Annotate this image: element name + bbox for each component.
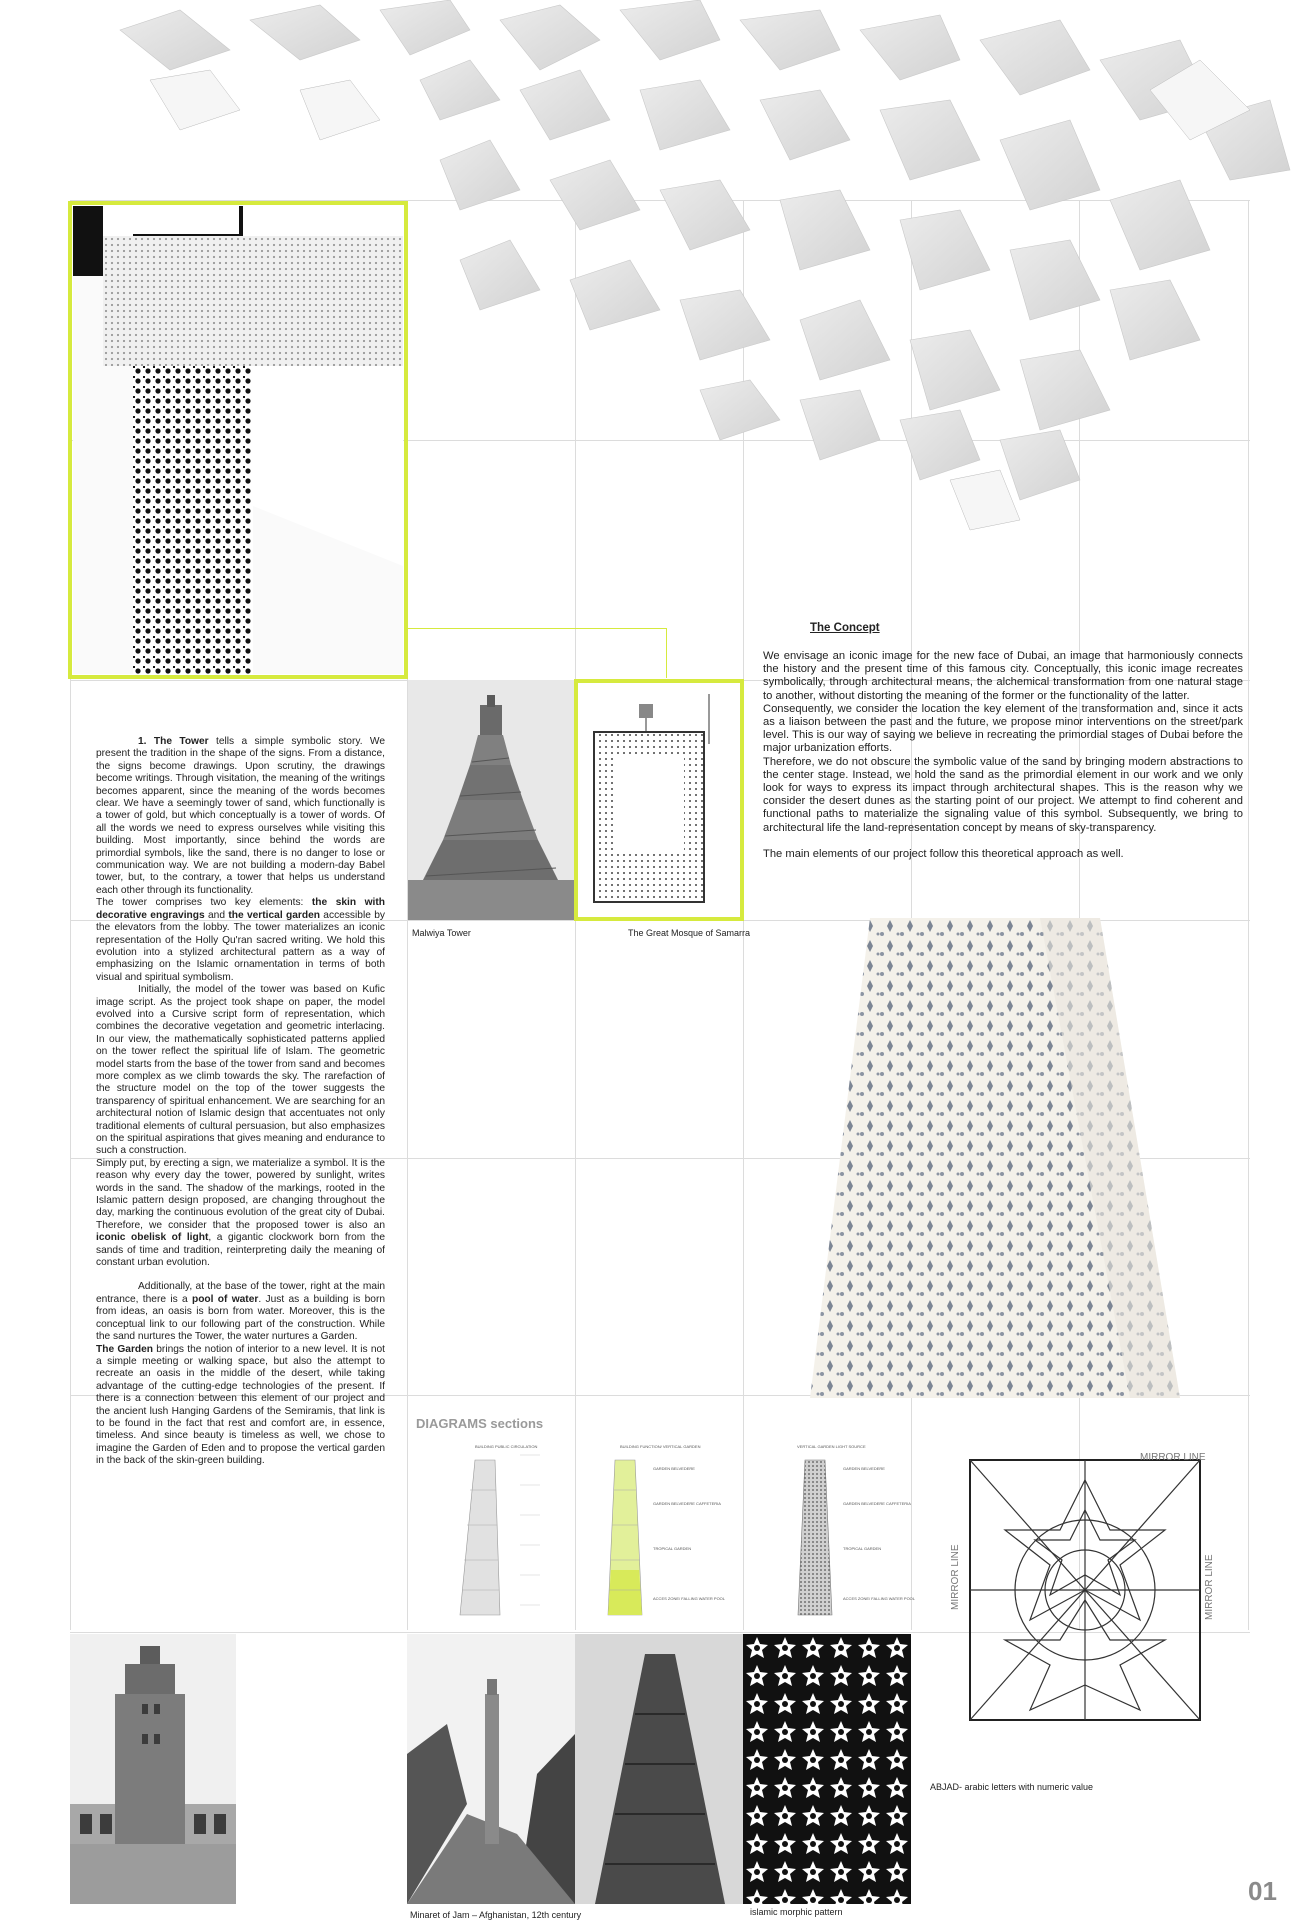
concept-title: The Concept [810, 622, 880, 634]
tower-detail-render [73, 206, 403, 674]
tower-heading: 1. The Tower [138, 736, 209, 747]
diagram-label: TROPICAL GARDEN [653, 1546, 692, 1551]
diagram-light-source [755, 1440, 915, 1630]
concept-paragraph: Therefore, we do not obscure the symbolic value of the sand by bringing modern abstractions to the center stage. Instead, we hold the sand as the primordial element in our work and we only look for ways to express its impact through architectural shapes. This is the reason why we consider the desert dunes as the starting point of our project. We attempt to find coherent and functional paths to materialize the signaling value of this symbol. Subsequently, we bring to architectural life the land-representation concept by means of sky-transparency. [763, 755, 1243, 834]
mosque-caption: The Great Mosque of Samarra [628, 928, 751, 938]
tower-paragraph: Additionally, at the base of the tower, right at the main entrance, there is a [96, 1281, 385, 1305]
diagram-label: GARDEN BELVEDERE [653, 1466, 695, 1471]
tower-paragraph: accessible by the elevators from the lobby. The tower materializes an iconic representation of the Holly Qu'ran sacred writing. We hold this evolution into a stylized architectural pattern as a way of emphasizing on the Islamic ornamentation in terms of both visual and spiritual symbolism. [96, 909, 385, 983]
connector-line [666, 628, 667, 678]
tower-paragraph: , a gigantic clockwork born from the sands of time and tradition, reinterpreting daily the meaning of constant urban evolution. [96, 1232, 385, 1269]
tower-paragraph: brings the notion of interior to a new level. It is not a simple meeting or walking space, but also the attempt to recreate an oasis in the middle of the desert, while taking advantage of the cutting-edge technologies of the present. If there is a connection between this element of our project and the ancient lush Hanging Gardens of the Semiramis, that link is to be found in the fact that rest and comfort are, in essence, timeless. And since beauty is timeless as well, we chose to imagine the Garden of Eden and to propose the vertical garden in the back of the skin-green building. [96, 1343, 386, 1467]
tower-bold-text: The Garden [96, 1343, 154, 1355]
diagram-label: TROPICAL GARDEN [843, 1546, 882, 1551]
diagram-title: BUILDING FUNCTION/ VERTICAL GARDEN [620, 1444, 701, 1449]
concept-paragraph: Consequently, we consider the location the key element of the transformation and, since it acts as a liaison between the past and the future, we propose minor interventions on the street/park level. This is our way of saying we believe in recreating the primordial stages of Dubai before the major urbanization efforts. [763, 702, 1243, 755]
malwiya-caption: Malwiya Tower [412, 928, 471, 938]
tower-bold-text: pool of water [191, 1293, 259, 1305]
tower-paragraph: tells a simple symbolic story. We present the tradition in the shape of the signs. From a distance, the signs become drawings. Upon scrutiny, the drawings become writings. Through visitation, the meaning of the writings becomes apparent, since the meaning of the words becomes clear. We have a seemingly tower of sand, which functionally is a tower of gold, but which conceptually is a tower of words. Of all the words we need to express ourselves while visiting this building. Most importantly, since behind the words are primordial symbols, like the sand, there is no danger to lose or communication way. We are not building a modern-day Babel tower, but, to the contrary, a tower that helps us understand each other through its functionality. [96, 736, 386, 896]
jam-caption: Minaret of Jam – Afghanistan, 12th century [410, 1910, 582, 1920]
diagram-label: ACCES ZONE/ FALLING WATER POOL [843, 1596, 915, 1601]
tower-paragraph: . Just as a building is born from ideas, an oasis is born from water. Moreover, this is the conceptual link to our following part of the construction. While the sand nurtures the Tower, the water nurtures a Garden. [96, 1293, 385, 1343]
tower-paragraph: Simply put, by erecting a sign, we materialize a symbol. It is the reason why every day the tower, powered by sunlight, writes words in the sand. The shadow of the markings, rooted in the Islamic pattern design proposed, are changing throughout the day, marking the continuous evolution of the great city of Dubai. Therefore, we consider that the proposed tower is also an [96, 1157, 385, 1231]
diagram-circulation [420, 1440, 570, 1630]
tower-bold-text: the vertical garden [228, 909, 320, 921]
tower-paragraph: Initially, the model of the tower was based on Kufic image script. As the project took shape on paper, the model evolved into a Cursive script form of representation, which combines the decorative vegetation and geometric interlacing. In our view, the mathematically sophisticated patterns applied on the tower reflect the spiritual life of Islam. The geometric model starts from the base of the tower from sand and becomes more complex as we climb towards the sky. The rarefaction of the structure model on the top of the tower suggests the transparency of spiritual enhancement. We are searching for an architectural notion of Islamic design that accentuates not only traditional elements of cultural persuasion, but also emphasizes on the spiritual aspirations that gives meaning and endurance to such a construction. [96, 984, 385, 1157]
malwiya-tower-photo [408, 680, 574, 920]
diagram-vertical-garden [585, 1440, 740, 1630]
concept-paragraph: We envisage an iconic image for the new face of Dubai, an image that harmoniously connects the history and the present time of this famous city. Conceptually, this iconic image recreates symbolically, through architectural means, the alchemical transformation from one natural stage to another, without distorting the meaning of the former or the functionality of the latter. [763, 650, 1243, 702]
tower-bold-text: the skin with decorative engravings [96, 897, 385, 921]
tower-bold-text: iconic obelisk of light [96, 1232, 209, 1244]
concept-text [763, 650, 1243, 861]
great-mosque-kairouan-photo [70, 1634, 236, 1904]
concept-paragraph: The main elements of our project follow this theoretical approach as well. [763, 847, 1124, 860]
mosque-plan-drawing [579, 684, 739, 916]
diagram-title: VERTICAL GARDEN LIGHT SOURCE [797, 1444, 866, 1449]
connector-line [408, 628, 666, 629]
tower-skin-render [800, 918, 1180, 1398]
minaret-closeup-photo [575, 1634, 743, 1904]
diagram-label: GARDEN BELVEDERE CAFFETERIA [653, 1501, 721, 1506]
mirror-line-right: MIRROR LINE [1204, 1554, 1215, 1620]
diagram-label: GARDEN BELVEDERE [843, 1466, 885, 1471]
diagram-label: GARDEN BELVEDERE CAFFETERIA [843, 1501, 911, 1506]
tower-text [96, 736, 385, 1468]
abjad-caption: ABJAD- arabic letters with numeric value [930, 1782, 1094, 1792]
mirror-line-left: MIRROR LINE [950, 1544, 961, 1610]
diagram-label: ACCES ZONE/ FALLING WATER POOL [653, 1596, 726, 1601]
diagrams-title: DIAGRAMS sections [416, 1416, 544, 1431]
minaret-of-jam-photo [407, 1634, 575, 1904]
islamic-morphic-pattern-image [743, 1634, 911, 1904]
page-number: 01 [1248, 1876, 1277, 1906]
tower-paragraph: The tower comprises two key elements: [96, 897, 312, 909]
abjad-pattern-drawing [940, 1450, 1230, 1750]
mirror-line-top: MIRROR LINE [1140, 1452, 1206, 1463]
diagram-title: BUILDING PUBLIC CIRCULATION [475, 1444, 538, 1449]
morphic-caption: islamic morphic pattern [750, 1907, 843, 1917]
tower-paragraph: and [204, 909, 229, 921]
